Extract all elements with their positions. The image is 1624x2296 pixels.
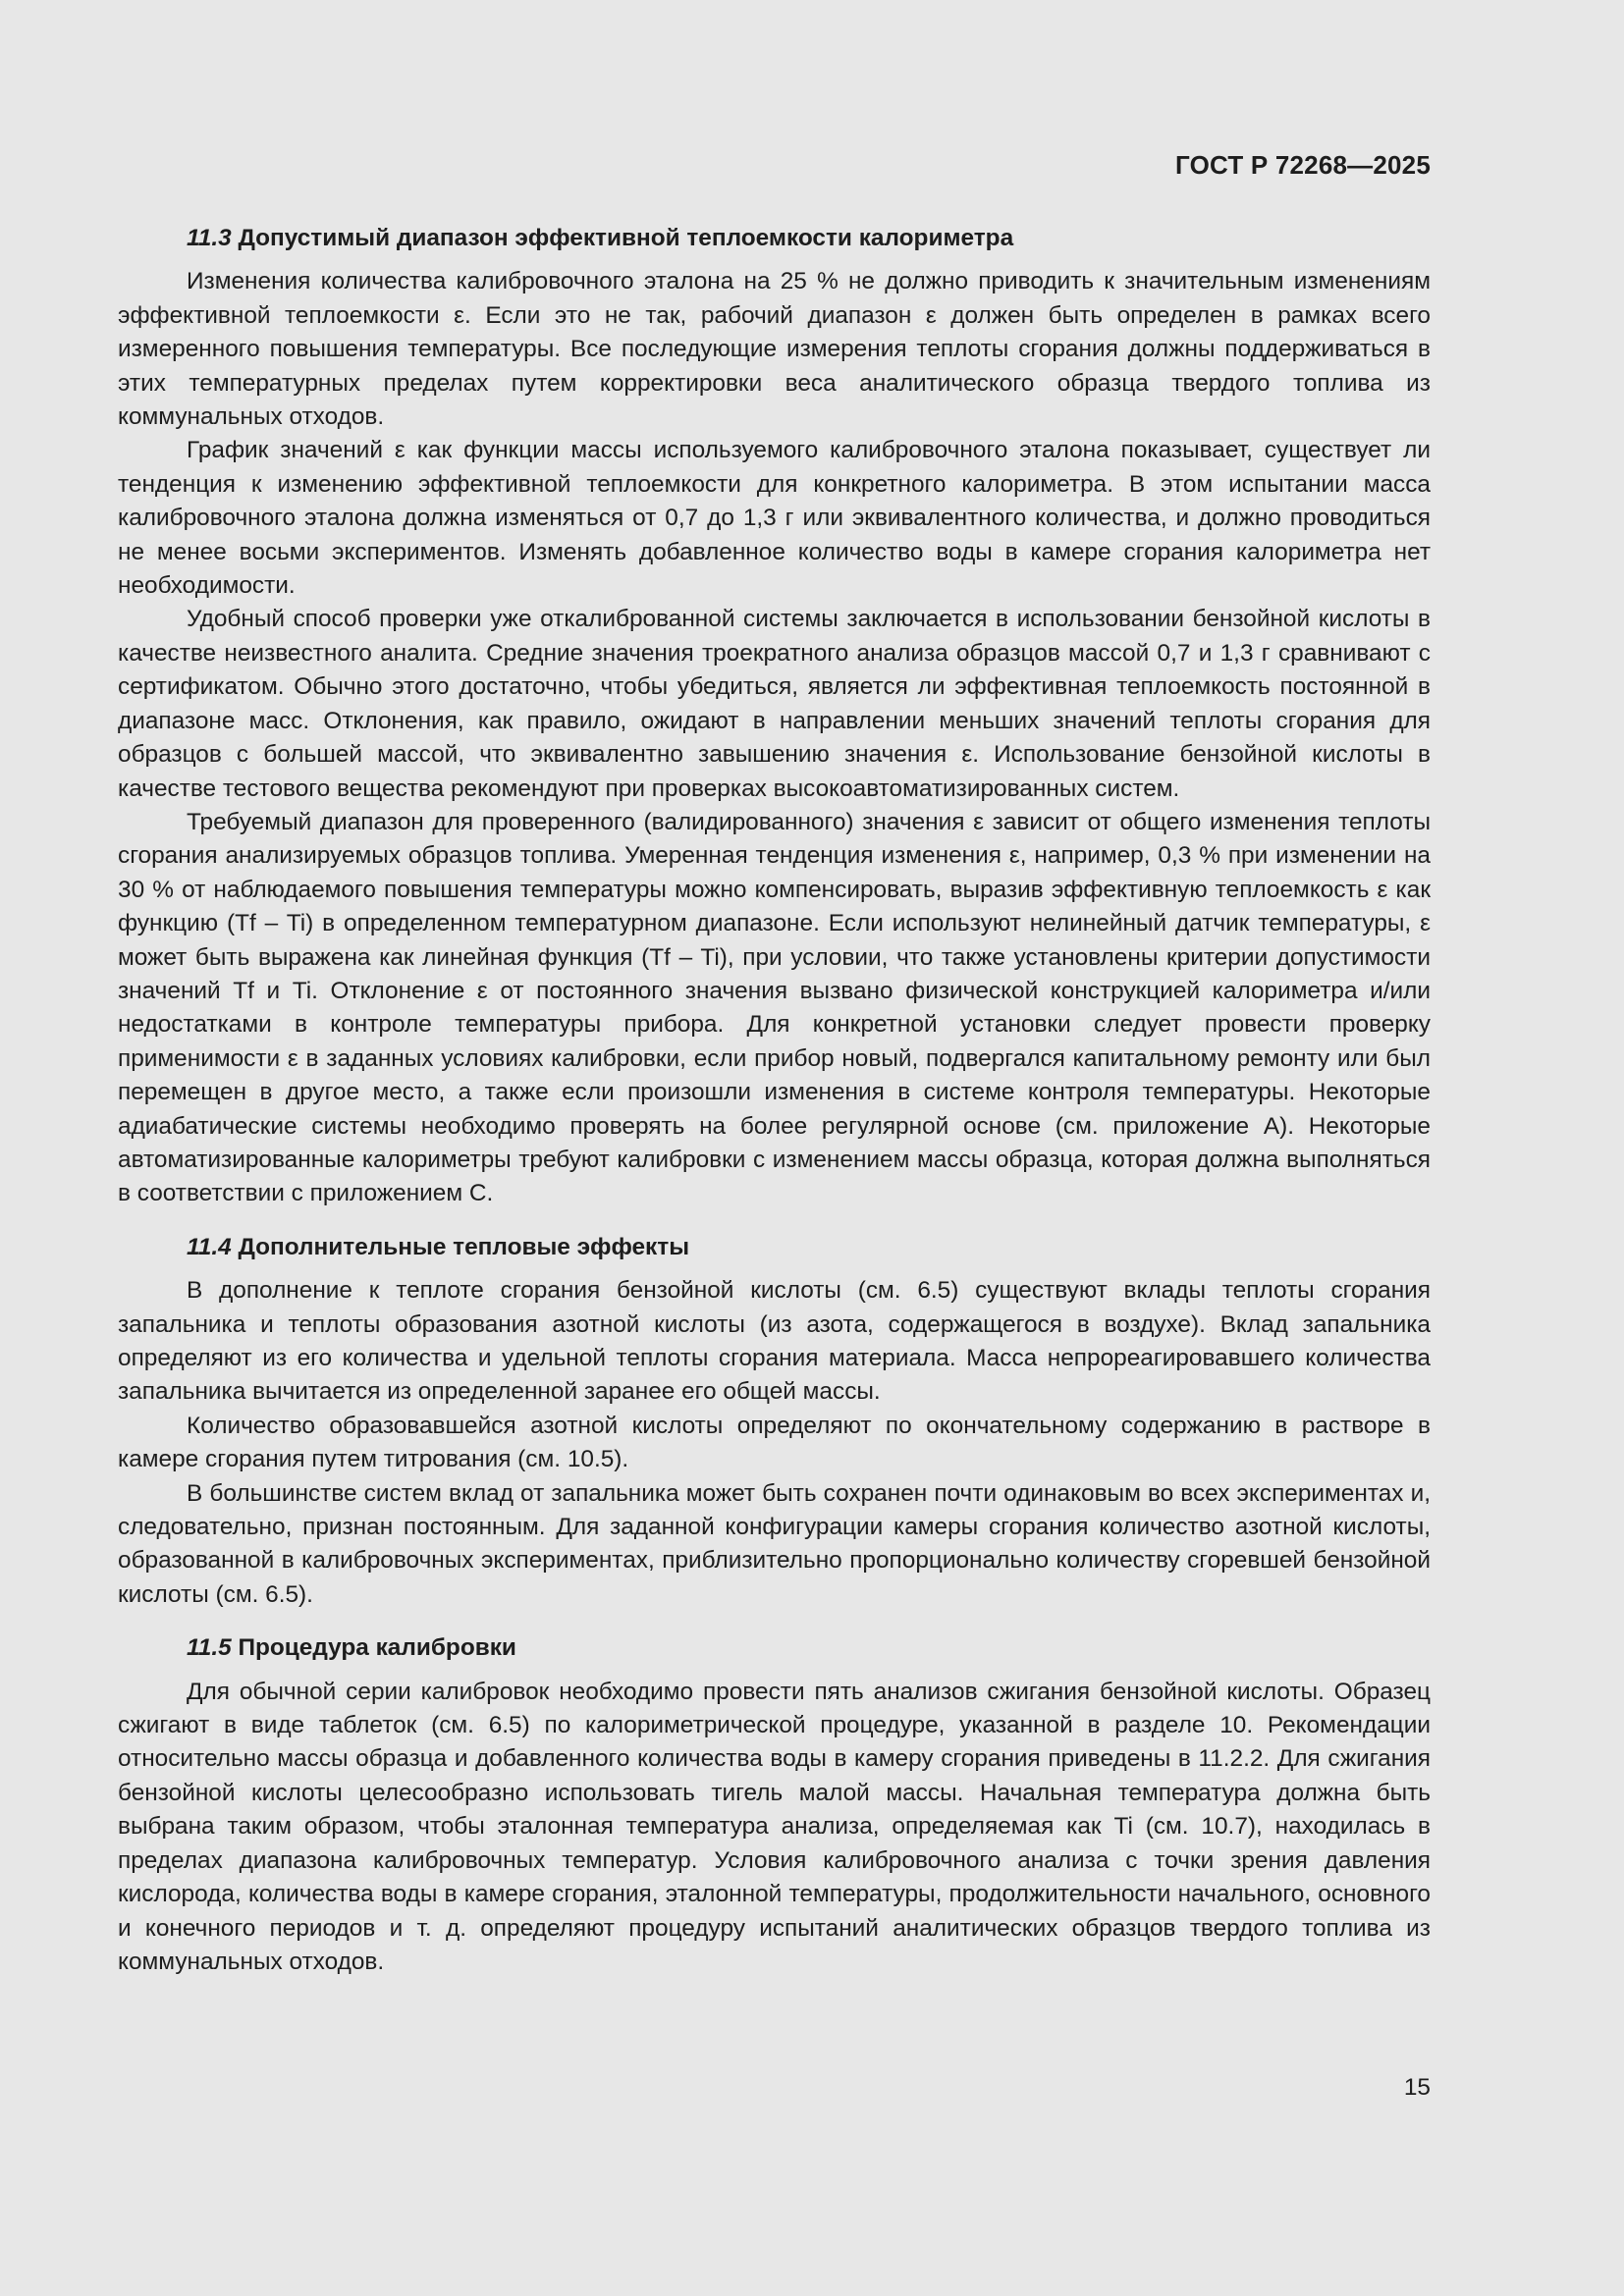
section-number: 11.3: [187, 225, 232, 251]
paragraph: Требуемый диапазон для проверенного (валидированного) значения ε зависит от общего изменения теплоты сгорания анализируемых образцов топлива. Умеренная тенденция изменения ε, например, 0,3 % при изменении на 30 % от наблюдаемого повышения температуры можно компенсировать, выразив эффективную теплоемкость ε как функцию (Tf – Ti) в определенном температурном диапазоне. Если используют нелинейный датчик температуры, ε может быть выражена как линейная функция (Tf – Ti), при условии, что также установлены критерии допустимости значений Tf и Ti. Отклонение ε от постоянного значения вызвано физической конструкцией калориметра и/или недостатками в контроле температуры прибора. Для конкретной установки следует провести проверку применимости ε в заданных условиях калибровки, если прибор новый, подвергался капитальному ремонту или был перемещен в другое место, а также если произошли изменения в системе контроля температуры. Некоторые адиабатические системы необходимо проверять на более регулярной основе (см. приложение А). Некоторые автоматизированные калориметры требуют калибровки с изменением массы образца, которая должна выполняться в соответствии с приложением С.: [118, 808, 1431, 1207]
paragraph: В большинстве систем вклад от запальника может быть сохранен почти одинаковым во всех экспериментах и, следовательно, признан постоянным. Для заданной конфигурации камеры сгорания количество азотной кислоты, образованной в калибровочных экспериментах, приблизительно пропорционально количеству сгоревшей бензойной кислоты (см. 6.5).: [118, 1479, 1431, 1608]
paragraph: Изменения количества калибровочного эталона на 25 % не должно приводить к значительным изменениям эффективной теплоемкости ε. Если это не так, рабочий диапазон ε должен быть определен в рамках всего измеренного повышения температуры. Все последующие измерения теплоты сгорания должны поддерживаться в этих температурных пределах путем корректировки веса аналитического образца твердого топлива из коммунальных отходов.: [118, 268, 1431, 431]
document-page: [118, 0, 1431, 2296]
paragraph: Для обычной серии калибровок необходимо провести пять анализов сжигания бензойной кислоты. Образец сжигают в виде таблеток (см. 6.5) по калориметрической процедуре, указанной в разделе 10. Рекомендации относительно массы образца и добавленного количества воды в камеру сгорания приведены в 11.2.2. Для сжигания бензойной кислоты целесообразно использовать тигель малой массы. Начальная температура должна быть выбрана таким образом, чтобы эталонная температура анализа, определяемая как Ti (см. 10.7), находилась в пределах диапазона калибровочных температур. Условия калибровочного анализа с точки зрения давления кислорода, количества воды в камере сгорания, эталонной температуры, продолжительности начального, основного и конечного периодов и т. д. определяют процедуру испытаний аналитических образцов твердого топлива из коммунальных отходов.: [118, 1678, 1431, 1975]
page-content: [118, 222, 1431, 1979]
section-title: Процедура калибровки: [238, 1634, 516, 1662]
section-number: 11.4: [187, 1233, 232, 1260]
section-heading-11-4: [118, 1231, 1431, 1264]
page-number: 15: [1403, 2074, 1431, 2101]
document-code: ГОСТ Р 72268—2025: [1175, 150, 1431, 180]
paragraph: График значений ε как функции массы используемого калибровочного эталона показывает, существует ли тенденция к изменению эффективной теплоемкости для конкретного калориметра. В этом испытании масса калибровочного эталона должна изменяться от 0,7 до 1,3 г или эквивалентного количества, и должно проводиться не менее восьми экспериментов. Изменять добавленное количество воды в камере сгорания калориметра нет необходимости.: [118, 437, 1431, 600]
paragraph: Количество образовавшейся азотной кислоты определяют по окончательному содержанию в растворе в камере сгорания путем титрования (см. 10.5).: [118, 1412, 1431, 1473]
section-heading-11-5: [118, 1631, 1431, 1665]
section-title: Дополнительные тепловые эффекты: [238, 1233, 690, 1260]
paragraph: Удобный способ проверки уже откалиброванной системы заключается в использовании бензойной кислоты в качестве неизвестного аналита. Средние значения троекратного анализа образцов массой 0,7 и 1,3 г сравнивают с сертификатом. Обычно этого достаточно, чтобы убедиться, является ли эффективная теплоемкость постоянной в диапазоне масс. Отклонения, как правило, ожидают в направлении меньших значений теплоты сгорания для образцов с большей массой, что эквивалентно завышению значения ε. Использование бензойной кислоты в качестве тестового вещества рекомендуют при проверках высокоавтоматизированных систем.: [118, 606, 1431, 802]
section-number: 11.5: [187, 1634, 232, 1662]
paragraph: В дополнение к теплоте сгорания бензойной кислоты (см. 6.5) существуют вклады теплоты сгорания запальника и теплоты образования азотной кислоты (из азота, содержащегося в воздухе). Вклад запальника определяют из его количества и удельной теплоты сгорания материала. Масса непрореагировавшего количества запальника вычитается из определенной заранее его общей массы.: [118, 1277, 1431, 1406]
section-title: Допустимый диапазон эффективной теплоемкости калориметра: [238, 225, 1014, 251]
section-heading-11-3: [118, 222, 1431, 255]
